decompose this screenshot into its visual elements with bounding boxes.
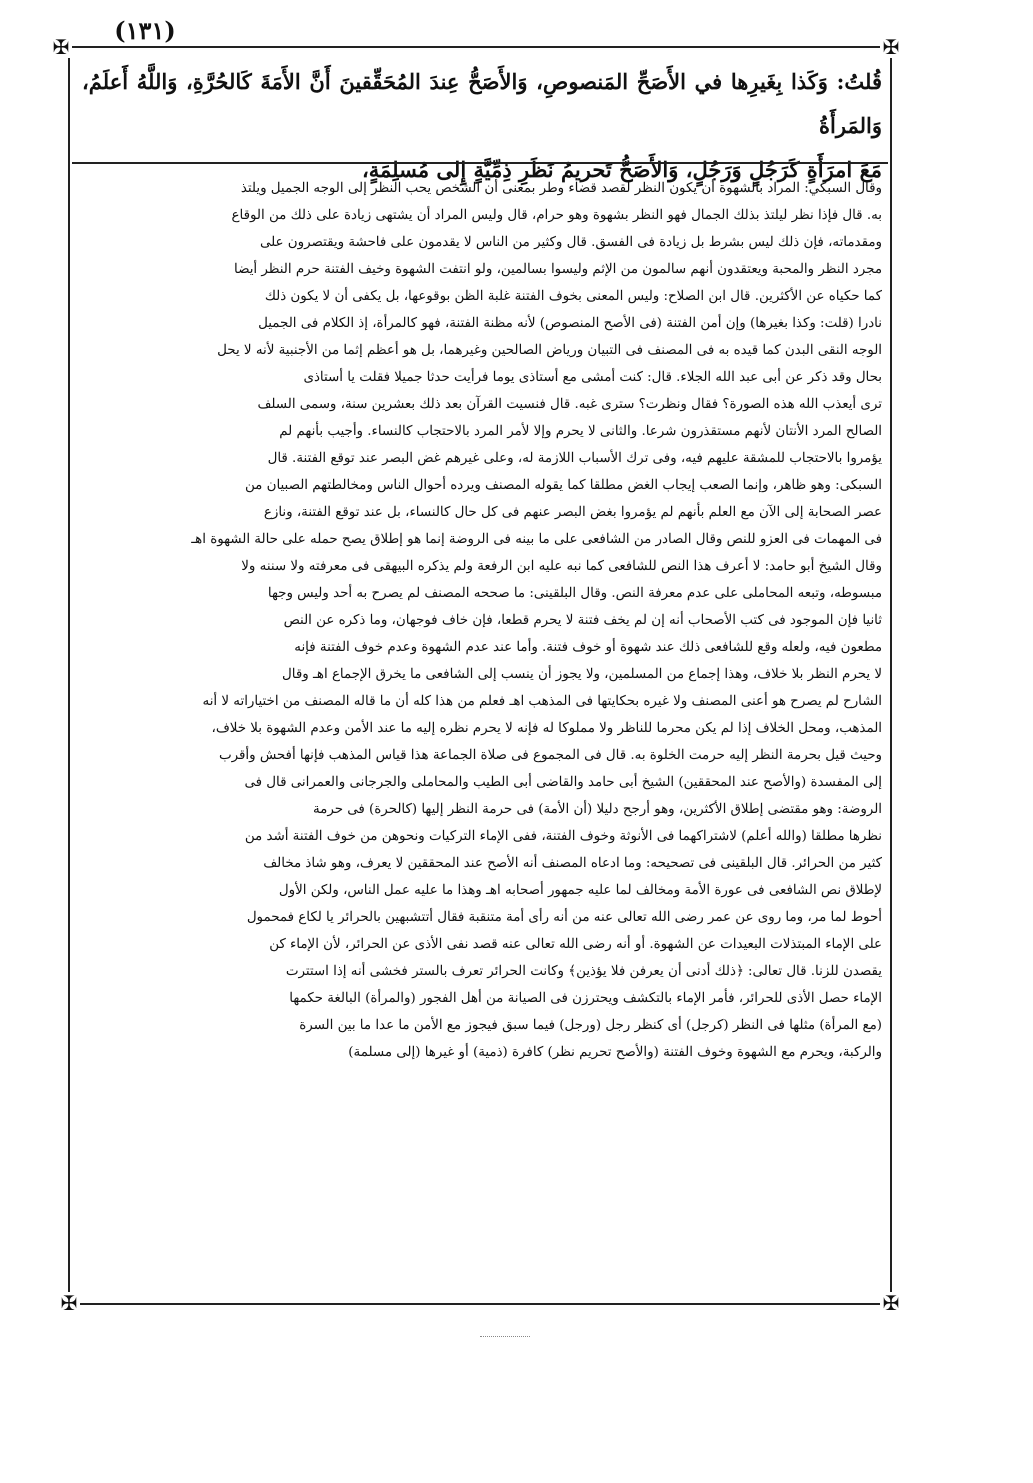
commentary-line: مطعون فيه، ولعله وقع للشافعى ذلك عند شهوة أو خوف فتنة. وأما عند عدم الشهوة وعدم خوف الفتنة فإنه (294, 640, 882, 655)
commentary-line: يقصدن للزنا. قال تعالى: ﴿ذلك أدنى أن يعرفن فلا يؤذين﴾ وكانت الحرائر تعرف بالستر فخشى أنه إذا استترت (285, 964, 882, 979)
commentary-line: لإطلاق نص الشافعى فى عورة الأمة ومخالف لما عليه جمهور أصحابه اهـ وهذا ما عليه عمل الناس، ولكن الأول (278, 883, 882, 898)
commentary-line: ثانيا فإن الموجود فى كتب الأصحاب أنه إن لم يخف فتنة لا يحرم قطعا، فإن خاف فوجهان، وما ذكره عن النص (283, 613, 882, 628)
commentary-line: المذهب، ومحل الخلاف إذا لم يكن محرما للناظر ولا مملوكا له فإنه لا يحرم نظره إليه ما عند الأمن وعدم الشهوة بلا خلاف، (211, 721, 882, 736)
commentary-line: وحيث قيل بحرمة النظر إليه حرمت الخلوة به. قال فى المجموع فى صلاة الجماعة هذا قياس المذهب فإنها أفحش وأقرب (218, 748, 882, 763)
commentary-line: (مع المرأة) مثلها فى النظر (كرجل) أى كنظر رجل (ورجل) فيما سبق فيجوز مع الأمن ما عدا ما بين السرة (299, 1018, 882, 1033)
commentary-line: يؤمروا بالاحتجاب للمشقة عليهم فيه، وفى ترك الأسباب اللازمة له، وعلى غيرهم غض البصر عند توقع الفتنة. قال (267, 451, 882, 466)
main-text-line: مَعَ امرَأَةٍ كَرَجُلٍ وَرَجُلٍ، وَالأَصَحُّ تَحريمُ نَظَرِ ذِمِّيَّةٍ إِلى مُسلِمَةٍ، (362, 157, 882, 182)
corner-ornament-top-left-icon: ✠ (50, 36, 72, 58)
corner-ornament-top-right-icon: ✠ (880, 36, 902, 58)
commentary-line: الصالح المرد الأنتان لأنهم مستقذرون شرعا. والثانى لا يحرم وإلا لأمر المرد بالاحتجاب كالنساء. وأجيب بأنهم لم (279, 424, 882, 439)
footer-mark (480, 1336, 530, 1341)
commentary-line: لا يحرم النظر بلا خلاف، وهذا إجماع من المسلمين، ولا يجوز أن ينسب إلى الشافعى ما يخرق الإجماع اهـ وقال (282, 667, 882, 682)
commentary-line: السبكى: وهو ظاهر، وإنما الصعب إيجاب الغض مطلقا كما يقوله المصنف ويرده أحوال الناس ومخالطتهم الصبيان من (244, 478, 882, 493)
corner-ornament-bottom-left-icon: ✠ (58, 1292, 80, 1314)
corner-ornament-bottom-right-icon: ✠ (880, 1292, 902, 1314)
commentary-line: الشارح لم يصرح هو أعنى المصنف ولا غيره بحكايتها فى المذهب اهـ فعلم من هذا كله أن ما قاله المصنف من اختياراته لا أنه (202, 694, 882, 709)
commentary-line: الروضة: وهو مقتضى إطلاق الأكثرين، وهو أرجح دليلا (أن الأمة) فى حرمة النظر إليها (كالحرة) فى حرمة (312, 802, 882, 817)
main-text-line: قُلتُ: وَكَذا بِغَيرِها في الأَصَحِّ المَنصوصِ، وَالأَصَحُّ عِندَ المُحَقِّقينَ أَنَّ الأَمَةَ كَالحُرَّةِ، وَاللَّهُ أَعلَمُ، وَالمَرأَةُ (82, 69, 882, 138)
commentary-line: ترى أيعذب الله هذه الصورة؟ فقال ونظرت؟ سترى غبه. قال فنسيت القرآن بعد ذلك بعشرين سنة، وسمى السلف (257, 397, 882, 412)
commentary-line: أحوط لما مر، وما روى عن عمر رضى الله تعالى عنه من أنه رأى أمة متنقبة فقال أتتشبهين بالحرائر يا لكاع فمحمول (246, 910, 882, 925)
commentary-line: مبسوطه، وتبعه المحاملى على عدم معرفة النص. وقال البلقينى: ما صححه المصنف لم يصرح به أحد وليس وجها (267, 586, 882, 601)
commentary-line: ومقدماته، فإن ذلك ليس بشرط بل زيادة فى الفسق. قال وكثير من الناس لا يقدمون على فاحشة ويقتصرون على (259, 235, 882, 250)
commentary-line: كما حكياه عن الأكثرين. قال ابن الصلاح: وليس المعنى بخوف الفتنة غلبة الظن بوقوعها، بل يكفى أن لا يكون ذلك (264, 289, 882, 304)
commentary-text (82, 175, 882, 1285)
commentary-line: كثير من الحرائر. قال البلقينى فى تصحيحه: وما ادعاه المصنف أنه الأصح عند المحققين لا يعرف، وهو شاذ مخالف (263, 856, 882, 871)
commentary-line: نادرا (قلت: وكذا بغيرها) وإن أمن الفتنة (فى الأصح المنصوص) لأنه مظنة الفتنة، فهو كالمرأة، إذ الكلام فى الجميل (258, 316, 882, 331)
commentary-line: بحال وقد ذكر عن أبى عبد الله الجلاء. قال: كنت أمشى مع أستاذى يوما فرأيت حدثا جميلا فقلت يا أستاذى (303, 370, 882, 385)
commentary-line: فى المهمات فى العزو للنص وقال الصادر من الشافعى على ما بينه فى الروضة إنما هو إطلاق يصح حمله على حالة الشهوة اهـ (191, 532, 882, 547)
page-number: (١٣١) (114, 16, 176, 45)
section-divider (72, 162, 888, 164)
frame-bottom-border (68, 1303, 892, 1305)
commentary-line: به. قال فإذا نظر ليلتذ بذلك الجمال فهو النظر بشهوة وهو حرام، قال وليس المراد أن يشتهى زيادة على ذلك من الوقاع (231, 208, 882, 223)
commentary-line: وقال الشيخ أبو حامد: لا أعرف هذا النص للشافعى كما نبه عليه ابن الرفعة ولم يذكره البيهقى فى معرفته ولا سننه ولا (241, 559, 882, 574)
commentary-line: عصر الصحابة إلى الآن مع العلم بأنهم لم يؤمروا بغض البصر عنهم فى كل حال كالنساء، بل عند توقع الفتنة، ونازع (263, 505, 882, 520)
frame-top-border (68, 46, 892, 48)
commentary-line: والركبة، ويحرم مع الشهوة وخوف الفتنة (والأصح تحريم نظر) كافرة (ذمية) أو غيرها (إلى مسلمة) (348, 1045, 882, 1060)
commentary-line: الوجه النقى البدن كما قيده به فى المصنف فى التبيان ورياض الصالحين وغيرهما، بل هو أعظم إثما من الأجنبية لأنه لا يحل (217, 343, 882, 358)
frame-right-border (890, 46, 892, 1304)
commentary-line: مجرد النظر والمحبة ويعتقدون أنهم سالمون من الإثم وليسوا بسالمين، ولو انتفت الشهوة وخيف الفتنة حرم النظر أيضا (234, 262, 882, 277)
main-text (82, 60, 882, 182)
commentary-line: إلى المفسدة (والأصح عند المحققين) الشيخ أبى حامد والقاضى أبى الطيب والمحاملى والجرجانى والعمرانى قال فى (244, 775, 882, 790)
frame-left-border (68, 46, 70, 1304)
commentary-line: نظرها مطلقا (والله أعلم) لاشتراكهما فى الأنوثة وخوف الفتنة، ففى الإماء التركيات ونحوهن من خوف الفتنة أشد من (244, 829, 882, 844)
commentary-line: الإماء حصل الأذى للحرائر، فأمر الإماء بالتكشف ويحترزن فى الصيانة من أهل الفجور (والمرأة) البالغة حكمها (289, 991, 882, 1006)
commentary-line: وقال السبكي: المراد بالشهوة أن يكون النظر لقصد قضاء وطر بمعنى أن الشخص يحب النظر إلى الوجه الجميل ويلتذ (240, 181, 882, 196)
commentary-line: على الإماء المبتذلات البعيدات عن الشهوة. أو أنه رضى الله تعالى عنه قصد نفى الأذى عن الحرائر، لأن الإماء كن (269, 937, 882, 952)
